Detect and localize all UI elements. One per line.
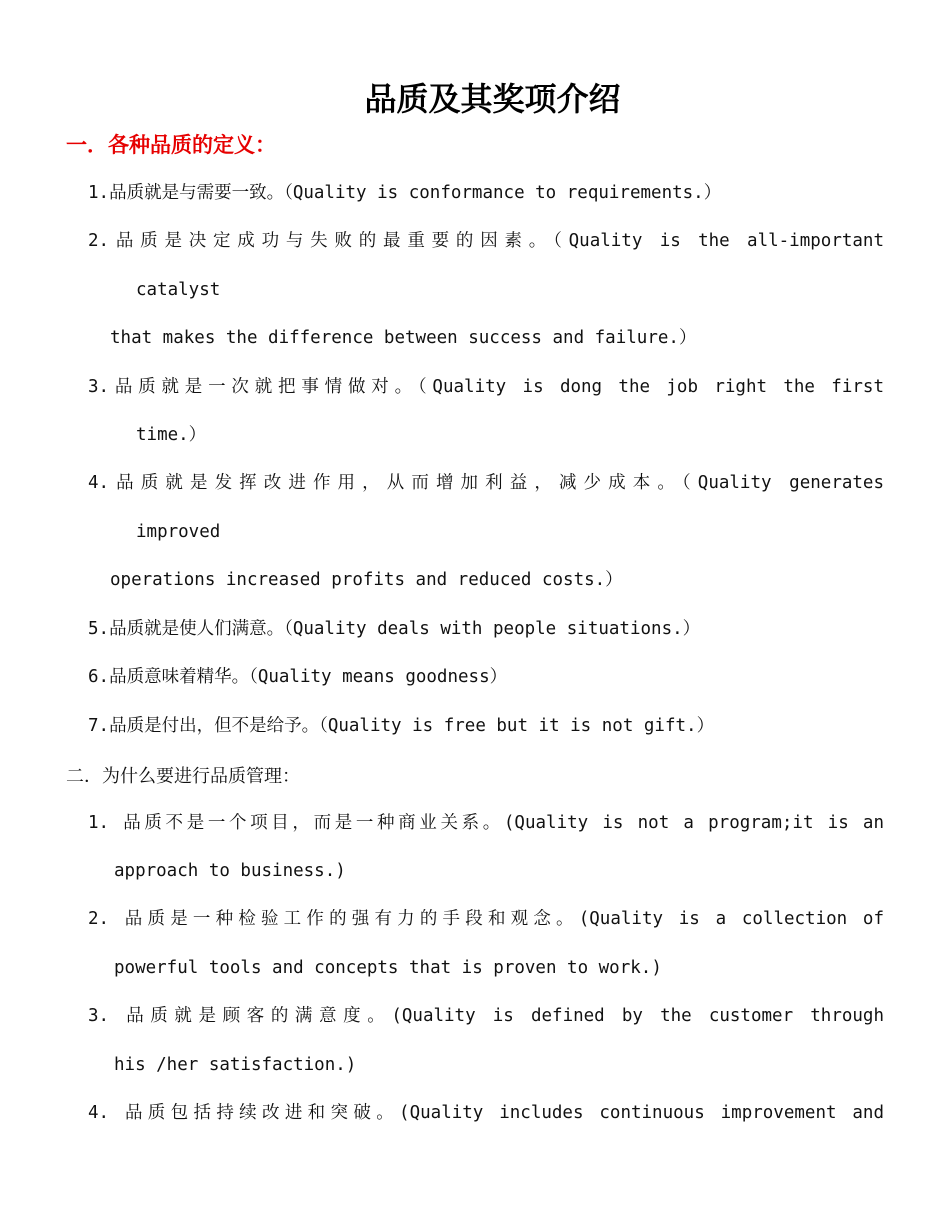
definition-2-line-3: that makes the difference between success and failure.） (110, 328, 697, 348)
definition-4-line-3: operations increased profits and reduced costs.） (110, 570, 623, 590)
definition-3-line-2: time.） (136, 425, 207, 445)
section-1-heading: 一．各种品质的定义： (66, 133, 276, 157)
reason-3-line-2: his /her satisfaction.) (114, 1055, 357, 1075)
definition-2-line-1: 2.品质是决定成功与失败的最重要的因素。（Quality is the all-important (88, 231, 884, 251)
definition-2-line-2: catalyst (136, 280, 221, 300)
reason-3-line-1: 3. 品质就是顾客的满意度。(Quality is defined by the customer through (88, 1006, 884, 1026)
reason-2-line-2: powerful tools and concepts that is proven to work.) (114, 958, 662, 978)
definition-5-line-1: 5.品质就是使人们满意。（Quality deals with people situations.） (88, 619, 701, 639)
page-title: 品质及其奖项介绍 (364, 80, 621, 118)
reason-1-line-2: approach to business.) (114, 861, 346, 881)
definition-4-line-2: improved (136, 522, 221, 542)
reason-4-line-1: 4. 品质包括持续改进和突破。(Quality includes continuous improvement and (88, 1103, 884, 1123)
reason-2-line-1: 2. 品质是一种检验工作的强有力的手段和观念。(Quality is a collection of (88, 909, 884, 929)
reason-1-line-1: 1. 品质不是一个项目，而是一种商业关系。(Quality is not a program;it is an (88, 813, 884, 833)
definition-6-line-1: 6.品质意味着精华。（Quality means goodness） (88, 667, 508, 687)
definition-3-line-1: 3.品质就是一次就把事情做对。（Quality is dong the job right the first (88, 377, 884, 397)
definition-1-line-1: 1.品质就是与需要一致。（Quality is conformance to requirements.） (88, 183, 722, 203)
section-2-heading: 二．为什么要进行品质管理： (66, 766, 300, 787)
definition-4-line-1: 4.品质就是发挥改进作用，从而增加利益，减少成本。（Quality generates (88, 473, 884, 493)
definition-7-line-1: 7.品质是付出，但不是给予。（Quality is free but it is not gift.） (88, 716, 715, 736)
